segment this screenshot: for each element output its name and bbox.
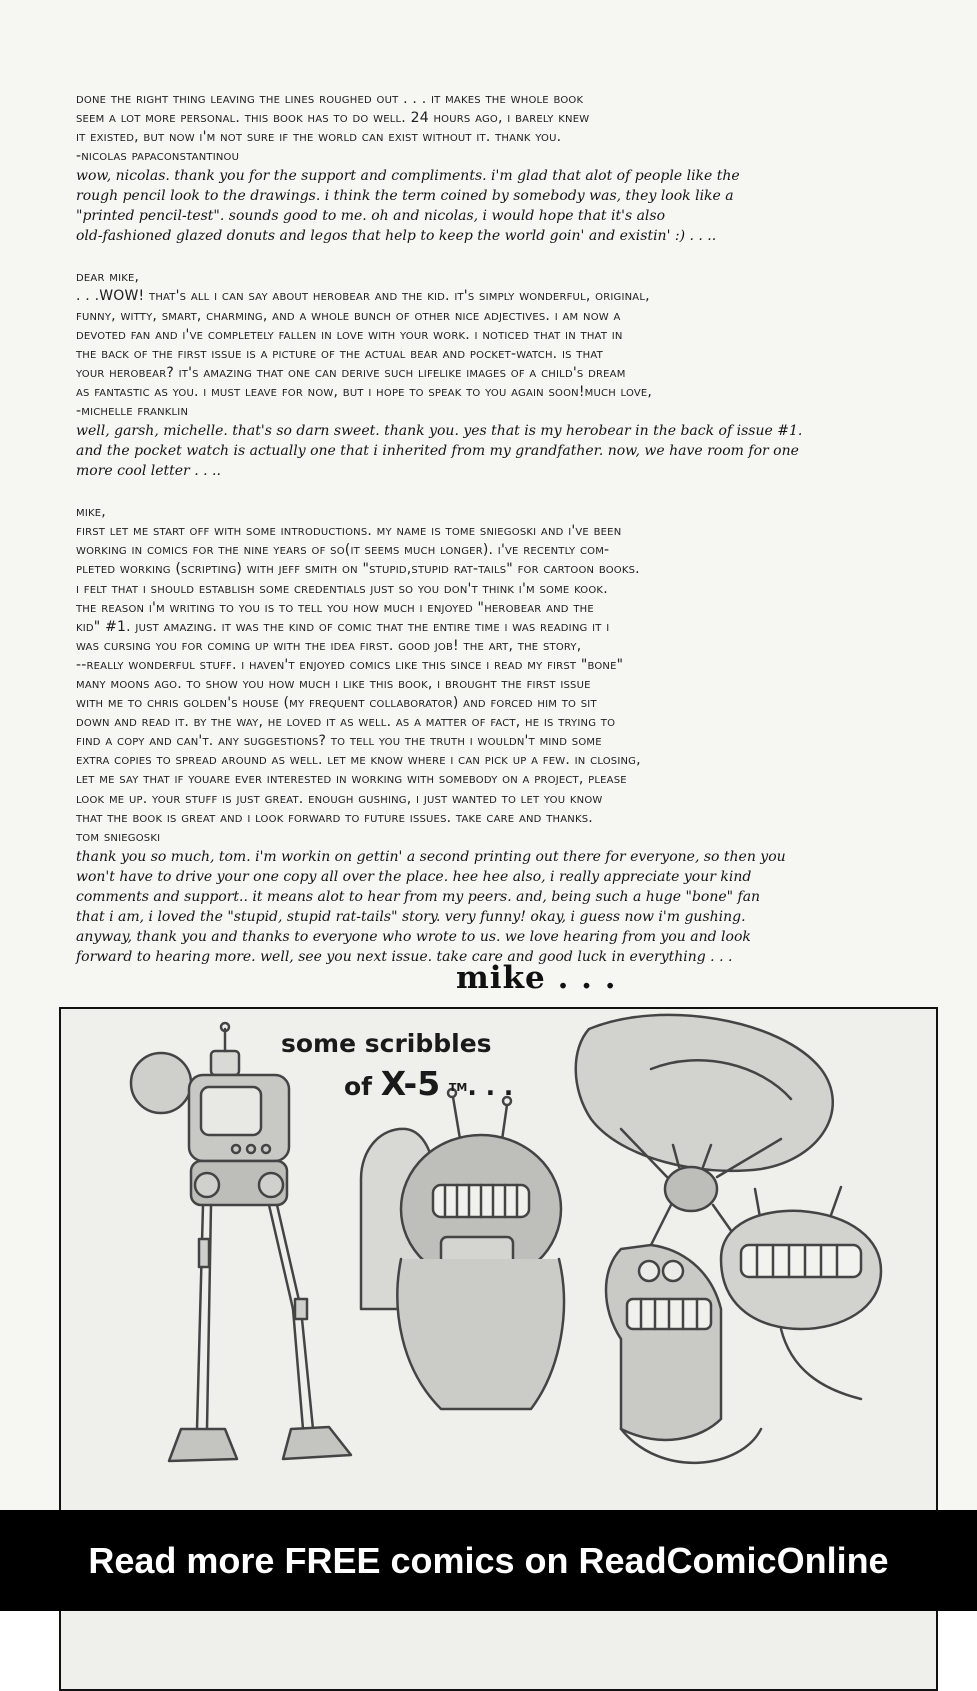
letters-column bbox=[76, 90, 896, 967]
signoff-signature: mike . . . bbox=[456, 960, 617, 996]
sketch-caption-line1: some scribbles bbox=[281, 1029, 492, 1058]
sketch-caption-x5: X-5 bbox=[380, 1064, 441, 1103]
trademark-mark: TM bbox=[448, 1081, 468, 1094]
readcomiconline-banner-link[interactable]: Read more FREE comics on ReadComicOnline bbox=[0, 1510, 977, 1611]
sketch-caption-of: of bbox=[344, 1072, 373, 1101]
robot-sketch-grinning bbox=[606, 1187, 881, 1463]
sketch-caption-dots: . . . bbox=[467, 1072, 514, 1101]
reply-michelle: well, garsh, michelle. that's so darn sweet. thank you. yes that is my herobear in the back of issue #1. and the pocket watch is actually one that i inherited from my grandfather. now, we have room for one more cool letter . . .. bbox=[76, 423, 803, 480]
letter-nicolas-body: done the right thing leaving the lines roughed out . . . it makes the whole book seem a lot more personal. this book has to do well. 24 hours ago, i barely knew it existed, but now i'm not sure if the world can exist without it. thank you. -nicolas papaconstantinou bbox=[76, 91, 590, 165]
reply-nicolas: wow, nicolas. thank you for the support and compliments. i'm glad that alot of people like the rough pencil look to the drawings. i think the term coined by somebody was, they look like a "printed pencil-test". sounds good to me. oh and nicolas, i would hope that it's also old-fashioned glazed donuts and legos that help to keep the world goin' and existin' :) . . .. bbox=[76, 168, 740, 245]
reply-tom: thank you so much, tom. i'm workin on gettin' a second printing out there for everyone, so then you won't have to drive your one copy all over the place. hee hee also, i really appreciate your kind comments and support.. it means alot to hear from my peers. and, being such a huge "bone" fan that i am, i loved the "stupid, stupid rat-tails" story. very funny! okay, i guess now i'm gushing. anyway, thank you and thanks to everyone who wrote to us. we love hearing from you and look forward to hearing more. well, see you next issue. take care and good luck in everything . . . bbox=[76, 848, 786, 965]
robot-sketch-round bbox=[361, 1089, 564, 1409]
sketch-caption bbox=[281, 1029, 513, 1103]
letter-tom-body: mike, first let me start off with some introductions. my name is tome sniegoski and i've been working in comics for the nine years of so(it seems much longer). i've recently com- pleted working (scripting) with jeff smith on "stupid,stupid rat-tails" for cartoon books. i felt that i should establish some credentials just so you don't think i'm some kook. the reason i'm writing to you is to tell you how much i enjoyed "herobear and the kid" #1. just amazing. it was the kind of comic that the entire time i was reading it i was cursing you for coming up with the idea first. good job! the art, the story, --really wonderful stuff. i haven't enjoyed comics like this since i read my first "bone" many moons ago. to show you how much i like this book, i brought the first issue with me to chris golden's house (my frequent collaborator) and forced him to sit down and read it. by the way, he loved it as well. as a matter of fact, he is trying to find a copy and can't. any suggestions? to tell you the truth i wouldn't mind some extra copies to spread around as well. let me know where i can pick up a few. in closing, let me say that if youare ever interested in working with somebody on a project, please look me up. your stuff is just great. enough gushing, i just wanted to let you know that the book is great and i look forward to future issues. take care and thanks. tom sniegoski bbox=[76, 504, 641, 845]
letter-michelle-body: dear mike, . . .WOW! that's all i can say about herobear and the kid. it's simply wonderful, original, funny, witty, smart, charming, and a whole bunch of other nice adjectives. i am now a devoted fan and i've completely fallen in love with your work. i noticed that in that in the back of the first issue is a picture of the actual bear and pocket-watch. is that your herobear? it's amazing that one can derive such lifelike images of a child's dream as fantastic as you. i must leave for now, but i hope to speak to you again soon!much love, -michelle franklin bbox=[76, 269, 653, 420]
